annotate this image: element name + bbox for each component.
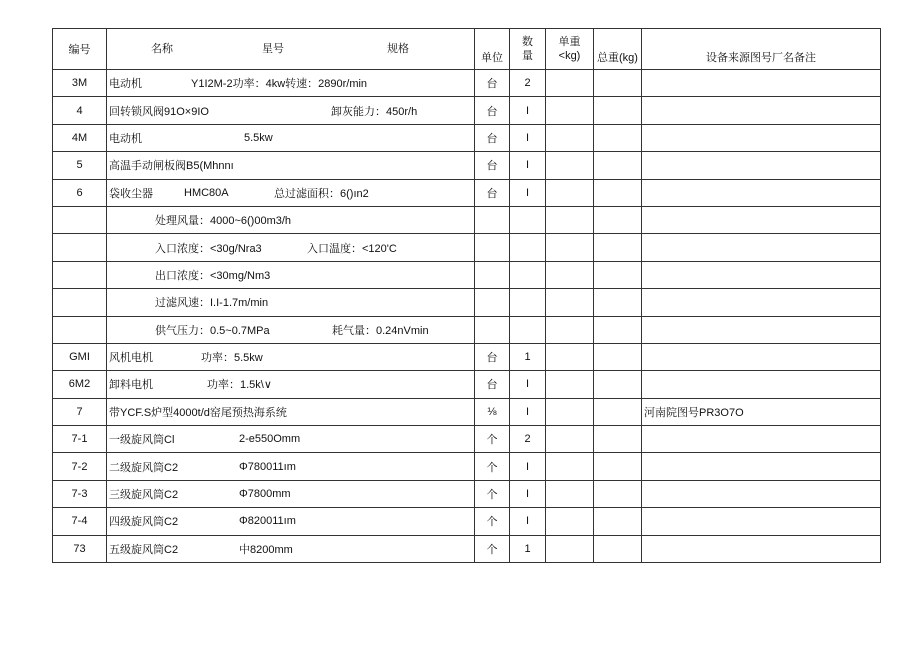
description-segment: 总过滤面积：6()ın2 xyxy=(274,187,369,200)
row-qty: I xyxy=(510,398,546,425)
row-number: 7-3 xyxy=(53,480,107,507)
table-row xyxy=(53,179,881,206)
row-unit: 台 xyxy=(475,371,510,398)
row-total-weight xyxy=(594,152,642,179)
row-unit-weight xyxy=(546,453,594,480)
row-qty: 2 xyxy=(510,426,546,453)
row-qty: 1 xyxy=(510,343,546,370)
description-segment: 回转锁风阀91O×9IO xyxy=(109,105,209,118)
description-segment: 中8200mm xyxy=(239,543,293,556)
description-segment: 卸灰能力：450r/h xyxy=(331,105,418,118)
row-qty xyxy=(510,316,546,343)
description-segment: 出口浓度：<30mg/Nm3 xyxy=(155,269,271,282)
row-total-weight xyxy=(594,179,642,206)
header-name: 名称 xyxy=(151,43,173,55)
row-total-weight xyxy=(594,124,642,151)
row-remark xyxy=(642,206,881,233)
row-unit: ⅛ xyxy=(475,398,510,425)
row-number: 7-1 xyxy=(53,426,107,453)
row-total-weight xyxy=(594,508,642,535)
row-number: 7 xyxy=(53,398,107,425)
equipment-table xyxy=(52,28,881,563)
row-remark xyxy=(642,152,881,179)
row-unit-weight xyxy=(546,371,594,398)
row-number xyxy=(53,289,107,316)
row-description xyxy=(107,289,475,316)
row-unit-weight xyxy=(546,152,594,179)
description-segment: 二级旋风筒C2 xyxy=(109,461,179,474)
row-remark: 河南院图号PR3O7O xyxy=(642,398,881,425)
row-unit-weight xyxy=(546,398,594,425)
row-description xyxy=(107,261,475,288)
description-segment: 电动机 xyxy=(109,78,142,91)
row-unit xyxy=(475,289,510,316)
row-unit: 个 xyxy=(475,453,510,480)
row-unit: 台 xyxy=(475,343,510,370)
header-qty-line1: 数 xyxy=(522,36,533,48)
header-unit-weight xyxy=(546,29,594,70)
row-description xyxy=(107,535,475,562)
row-number: GMI xyxy=(53,343,107,370)
row-total-weight xyxy=(594,316,642,343)
row-remark xyxy=(642,179,881,206)
description-segment: 五级旋风筒C2 xyxy=(109,543,179,556)
row-description xyxy=(107,371,475,398)
row-description xyxy=(107,179,475,206)
row-unit-weight xyxy=(546,426,594,453)
description-segment: 高温手动闸板阀B5(Mhnnı xyxy=(109,160,234,173)
row-unit: 台 xyxy=(475,152,510,179)
row-total-weight xyxy=(594,206,642,233)
row-remark xyxy=(642,70,881,97)
description-segment: 三级旋风筒C2 xyxy=(109,489,179,502)
row-number: 73 xyxy=(53,535,107,562)
row-qty: I xyxy=(510,453,546,480)
row-number: 5 xyxy=(53,152,107,179)
row-number: 7-4 xyxy=(53,508,107,535)
row-qty: I xyxy=(510,371,546,398)
row-description xyxy=(107,70,475,97)
row-remark xyxy=(642,316,881,343)
header-unit-weight-line1: 单重 xyxy=(558,36,581,48)
header-row xyxy=(53,29,881,70)
table-row xyxy=(53,426,881,453)
description-segment: 一级旋风筒Cl xyxy=(109,434,175,447)
row-number xyxy=(53,261,107,288)
row-remark xyxy=(642,480,881,507)
row-remark xyxy=(642,97,881,124)
row-remark xyxy=(642,453,881,480)
description-segment: HMC80A xyxy=(184,186,229,199)
row-qty xyxy=(510,234,546,261)
row-description xyxy=(107,398,475,425)
row-description xyxy=(107,453,475,480)
description-segment: 功率：1.5k\∨ xyxy=(207,379,272,392)
description-segment: Y1I2M-2功率：4kw转速：2890r/min xyxy=(191,78,368,91)
description-segment: 入口浓度：<30g/Nra3 xyxy=(155,242,262,255)
row-total-weight xyxy=(594,453,642,480)
row-qty: I xyxy=(510,152,546,179)
table-row xyxy=(53,152,881,179)
header-name-model-spec xyxy=(107,29,475,70)
row-unit: 个 xyxy=(475,480,510,507)
row-number xyxy=(53,316,107,343)
row-remark xyxy=(642,508,881,535)
description-segment: 功率：5.5kw xyxy=(201,352,263,365)
row-remark xyxy=(642,343,881,370)
row-number: 6M2 xyxy=(53,371,107,398)
table-row xyxy=(53,70,881,97)
row-total-weight xyxy=(594,70,642,97)
row-remark xyxy=(642,426,881,453)
row-remark xyxy=(642,234,881,261)
row-remark xyxy=(642,371,881,398)
description-segment: 处理风量：4000~6()00m3/h xyxy=(155,215,292,228)
row-number xyxy=(53,234,107,261)
row-unit: 个 xyxy=(475,426,510,453)
row-unit-weight xyxy=(546,508,594,535)
row-qty: I xyxy=(510,508,546,535)
row-unit-weight xyxy=(546,289,594,316)
table-row xyxy=(53,535,881,562)
table-row xyxy=(53,343,881,370)
description-segment: Φ820011ım xyxy=(239,515,296,528)
row-unit-weight xyxy=(546,480,594,507)
row-unit-weight xyxy=(546,70,594,97)
row-total-weight xyxy=(594,261,642,288)
row-total-weight xyxy=(594,234,642,261)
row-remark xyxy=(642,535,881,562)
table-row xyxy=(53,453,881,480)
row-number xyxy=(53,206,107,233)
table-row xyxy=(53,234,881,261)
row-description xyxy=(107,343,475,370)
row-unit xyxy=(475,261,510,288)
row-total-weight xyxy=(594,426,642,453)
description-segment: 供气压力：0.5~0.7MPa xyxy=(155,324,270,337)
description-segment: 电动机 xyxy=(109,132,142,145)
table-row xyxy=(53,480,881,507)
table-row xyxy=(53,97,881,124)
row-number: 6 xyxy=(53,179,107,206)
row-qty: 1 xyxy=(510,535,546,562)
row-number: 4 xyxy=(53,97,107,124)
row-remark xyxy=(642,289,881,316)
description-segment: 带YCF.S炉型4000t/d窑尾预热海系统 xyxy=(109,406,287,419)
row-description xyxy=(107,426,475,453)
row-qty: I xyxy=(510,97,546,124)
header-source: 设备来源图号厂名备注 xyxy=(642,29,881,70)
description-segment: 2-e550Omm xyxy=(239,433,301,446)
row-unit xyxy=(475,206,510,233)
header-total-weight: 总重(kg) xyxy=(594,29,642,70)
row-unit-weight xyxy=(546,97,594,124)
row-number: 7-2 xyxy=(53,453,107,480)
table-row xyxy=(53,398,881,425)
description-segment: 袋收尘器 xyxy=(109,187,153,200)
row-unit-weight xyxy=(546,343,594,370)
row-total-weight xyxy=(594,535,642,562)
description-segment: 耗气量：0.24nVmin xyxy=(332,324,429,337)
row-description xyxy=(107,234,475,261)
row-description xyxy=(107,508,475,535)
row-total-weight xyxy=(594,289,642,316)
row-unit-weight xyxy=(546,179,594,206)
header-no: 编号 xyxy=(53,29,107,70)
row-number: 3M xyxy=(53,70,107,97)
header-spec: 规格 xyxy=(387,43,409,55)
description-segment: 入口温度：<120'C xyxy=(307,242,397,255)
row-qty: I xyxy=(510,124,546,151)
row-description xyxy=(107,97,475,124)
row-description xyxy=(107,206,475,233)
description-segment: 过滤风速：I.I-1.7m/min xyxy=(155,297,269,310)
header-qty xyxy=(510,29,546,70)
row-number: 4M xyxy=(53,124,107,151)
header-qty-line2: 量 xyxy=(522,50,533,62)
row-total-weight xyxy=(594,97,642,124)
row-qty: I xyxy=(510,179,546,206)
table-row xyxy=(53,206,881,233)
row-qty xyxy=(510,206,546,233)
row-qty: 2 xyxy=(510,70,546,97)
row-description xyxy=(107,316,475,343)
row-unit: 台 xyxy=(475,70,510,97)
row-unit-weight xyxy=(546,124,594,151)
row-unit-weight xyxy=(546,206,594,233)
row-qty xyxy=(510,289,546,316)
description-segment: 风机电机 xyxy=(109,352,153,365)
table-row xyxy=(53,316,881,343)
row-unit xyxy=(475,316,510,343)
description-segment: Φ780011ım xyxy=(239,460,296,473)
description-segment: 四级旋风筒C2 xyxy=(109,516,179,529)
row-unit xyxy=(475,234,510,261)
row-qty: I xyxy=(510,480,546,507)
row-unit-weight xyxy=(546,234,594,261)
row-description xyxy=(107,480,475,507)
row-unit: 个 xyxy=(475,508,510,535)
row-unit: 台 xyxy=(475,179,510,206)
header-unit: 单位 xyxy=(475,29,510,70)
row-remark xyxy=(642,261,881,288)
row-remark xyxy=(642,124,881,151)
row-unit-weight xyxy=(546,261,594,288)
row-unit-weight xyxy=(546,535,594,562)
table-row xyxy=(53,124,881,151)
description-segment: 卸料电机 xyxy=(109,379,153,392)
header-unit-weight-line2: <kg) xyxy=(558,50,581,62)
row-unit: 个 xyxy=(475,535,510,562)
row-unit: 台 xyxy=(475,124,510,151)
row-total-weight xyxy=(594,398,642,425)
row-total-weight xyxy=(594,343,642,370)
row-total-weight xyxy=(594,371,642,398)
table-row xyxy=(53,508,881,535)
header-model: 星号 xyxy=(262,43,284,55)
row-description xyxy=(107,152,475,179)
table-row xyxy=(53,261,881,288)
row-unit-weight xyxy=(546,316,594,343)
row-total-weight xyxy=(594,480,642,507)
description-segment: Φ7800mm xyxy=(239,488,291,501)
row-unit: 台 xyxy=(475,97,510,124)
table-row xyxy=(53,371,881,398)
table-row xyxy=(53,289,881,316)
row-description xyxy=(107,124,475,151)
description-segment: 5.5kw xyxy=(244,131,273,144)
row-qty xyxy=(510,261,546,288)
